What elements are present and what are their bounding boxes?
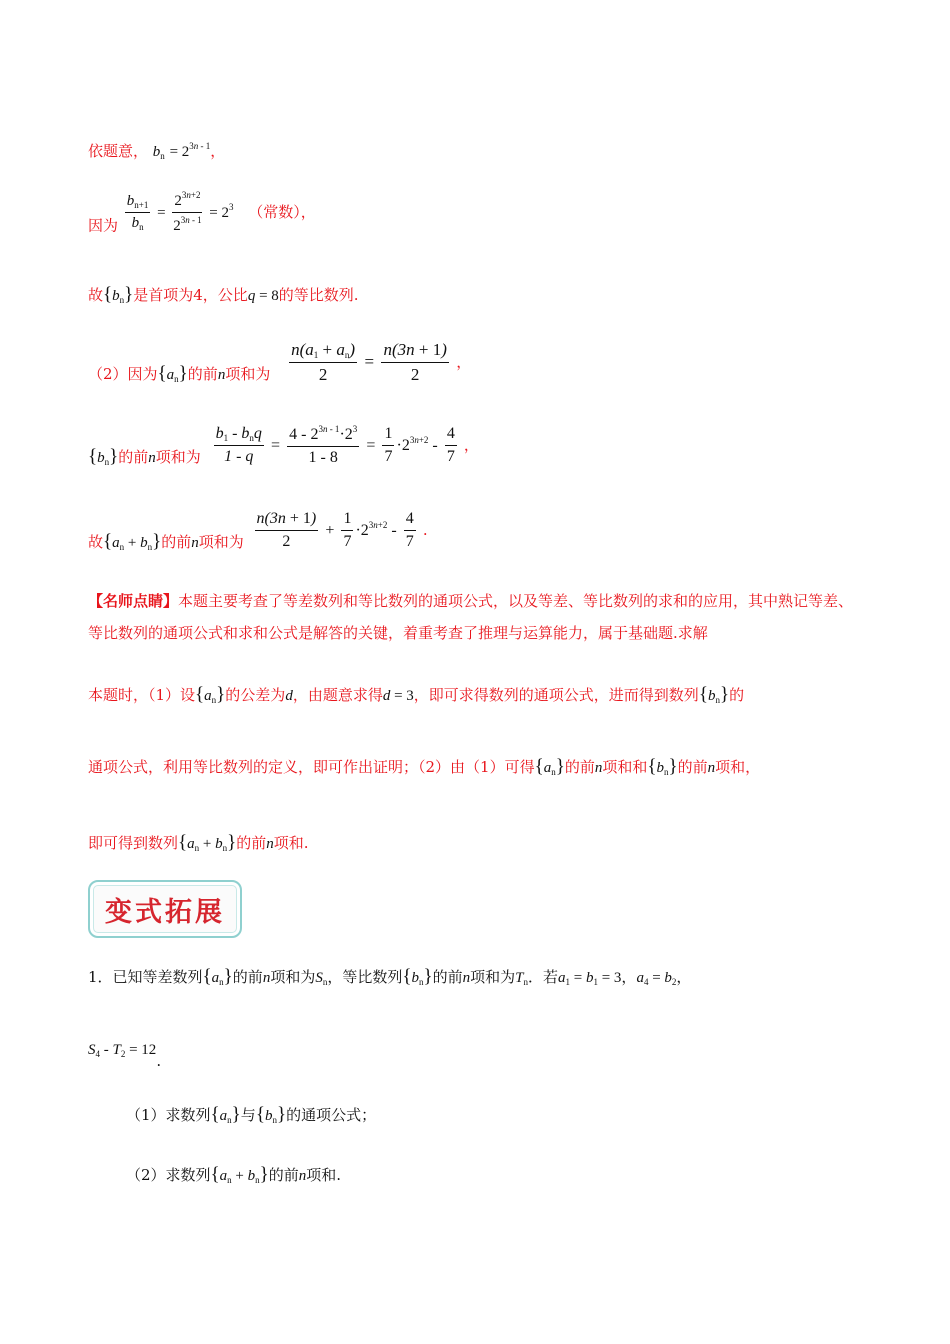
text: 的通项公式；	[286, 1106, 377, 1124]
text: 项和.	[273, 834, 309, 852]
formula-q: q = 8	[247, 288, 279, 304]
tip-header: 【名师点睛】	[88, 592, 179, 610]
text: 项和，	[715, 758, 761, 776]
text: 是首项为4，公比	[133, 286, 248, 304]
text: ，	[621, 968, 637, 986]
text: 依题意，	[88, 142, 149, 160]
formula-bn: $b_n = 2^{3n - 1}$	[152, 141, 211, 161]
text: 的前	[118, 448, 149, 466]
text: 故	[88, 286, 104, 304]
seq-an-plus-bn: $\{a_n + b_n\}$	[103, 531, 162, 552]
formula-bn-sum: $\frac{b_1 - b_nq}{1 - q}$ = $\frac{4 - 2^{3n - 1}\cdot 2^3}{1 - 8}$ = $\frac{1}{7}$ $\cdot 2^{3n+2}$ - $\frac{4}{7}$	[215, 424, 455, 466]
text: 的前	[187, 365, 218, 383]
line-b-n-definition	[88, 140, 225, 161]
formula-ratio: $\frac{b_{n+1}}{b_n}$ = $\frac{2^{3n+2}}{2^{3n - 1}}$ = $2^3$	[126, 190, 234, 234]
text: 本题主要考查了等差数列和等比数列的通项公式，以及等差、等比数列的求和的应用，其中熟记等差、等比数列的通项公式和求和公式是解答的关键，着重考查了推理与运算能力，属于基础题.求解	[88, 592, 854, 642]
question-1: （1）求数列$\{a_n\}$与$\{b_n\}$的通项公式；	[126, 1104, 377, 1125]
text: .	[422, 521, 428, 539]
text: 项和和	[602, 758, 648, 776]
formula-total-sum: $\frac{n(3n + 1)}{2}$ + $\frac{1}{7}$ $\cdot 2^{3n+2}$ - $\frac{4}{7}$	[256, 510, 414, 550]
text: （常数），	[248, 202, 316, 221]
text: ，由题意求得	[292, 686, 383, 704]
text: ，	[463, 436, 479, 454]
text: 项和为	[198, 533, 244, 551]
formula-an-sum: $\frac{n(a_1 + a_n)}{2}$ = $\frac{n(3n + 1)}{2}$	[291, 340, 447, 384]
text: （2）因为	[88, 365, 158, 383]
text: 的前	[236, 834, 267, 852]
line-total-sum: 故$\{a_n + b_n\}$的前n项和为 $\frac{n(3n + 1)}{2}$ + $\frac{1}{7}$ $\cdot 2^{3n+2}$ - $\frac{4}{7}$ .	[88, 510, 428, 552]
seq-bn: $\{b_n\}$	[103, 284, 134, 305]
line-ratio	[88, 190, 316, 236]
tip-line-3: 通项公式，利用等比数列的定义，即可作出证明；（2）由（1）可得$\{a_n\}$的前n项和和$\{b_n\}$的前n项和，	[88, 756, 761, 777]
seq-bn: $\{b_n\}$	[88, 446, 119, 467]
line-an-sum: （2）因为$\{a_n\}$的前n项和为 $\frac{n(a_1 + a_n)}{2}$ = $\frac{n(3n + 1)}{2}$ ，	[88, 340, 472, 384]
section-banner	[88, 880, 242, 938]
question-2: （2）求数列$\{a_n + b_n\}$的前n项和.	[126, 1164, 342, 1185]
text: 项和为	[155, 448, 201, 466]
text: 与	[240, 1106, 256, 1124]
problem-line-1: 1．已知等差数列$\{a_n\}$的前n项和为$S_n$，等比数列$\{b_n\}$的前n项和为$T_n$．若$a_1 = b_1 = 3$，$a_4 = b_2$，	[88, 966, 692, 987]
text: 1．已知等差数列	[88, 968, 203, 986]
problem-line-2: $S_4 - T_2 = 12$.	[88, 1042, 162, 1070]
text: 的前	[161, 533, 192, 551]
text: 的前	[564, 758, 595, 776]
text: 故	[88, 533, 104, 551]
line-geometric-conclusion	[88, 284, 359, 306]
line-bn-sum: $\{b_n\}$的前n项和为 $\frac{b_1 - b_nq}{1 - q}$ = $\frac{4 - 2^{3n - 1}\cdot 2^3}{1 - 8}$ = $\frac{1}{7}$ $\cdot 2^{3n+2}$ - $\frac{4}{7}$ ，	[88, 424, 479, 467]
tip-line-2: 本题时，（1）设$\{a_n\}$的公差为d，由题意求得d = 3，即可求得数列的通项公式，进而得到数列$\{b_n\}$的	[88, 684, 745, 705]
text: ，即可求得数列的通项公式，进而得到数列	[413, 686, 699, 704]
seq-an: $\{a_n\}$	[157, 363, 188, 384]
text: 即可得到数列	[88, 834, 179, 852]
text: 项和为	[270, 968, 316, 986]
text: 的前	[232, 968, 263, 986]
text: 项和.	[306, 1166, 342, 1184]
text: 的前	[677, 758, 708, 776]
text: 通项公式，利用等比数列的定义，即可作出证明；（2）由（1）可得	[88, 758, 535, 776]
text: 因为	[88, 216, 119, 235]
tip-paragraph	[88, 585, 868, 649]
tip-line-4: 即可得到数列$\{a_n + b_n\}$的前n项和.	[88, 832, 309, 853]
text: ，	[676, 968, 692, 986]
text: （2）求数列	[126, 1166, 211, 1184]
text: 的公差为	[225, 686, 286, 704]
text: 项和为	[225, 365, 271, 383]
text: 项和为	[470, 968, 516, 986]
text: 的等比数列.	[278, 286, 359, 304]
text: ，	[210, 142, 226, 160]
text: ，等比数列	[327, 968, 403, 986]
text: （1）求数列	[126, 1106, 211, 1124]
banner-title: 变式拓展	[105, 896, 225, 928]
text: ，	[456, 353, 472, 371]
text: 的前	[432, 968, 463, 986]
text: 的	[729, 686, 745, 704]
text: 本题时，（1）设	[88, 686, 196, 704]
text: ．若	[527, 968, 558, 986]
text: 的前	[268, 1166, 299, 1184]
